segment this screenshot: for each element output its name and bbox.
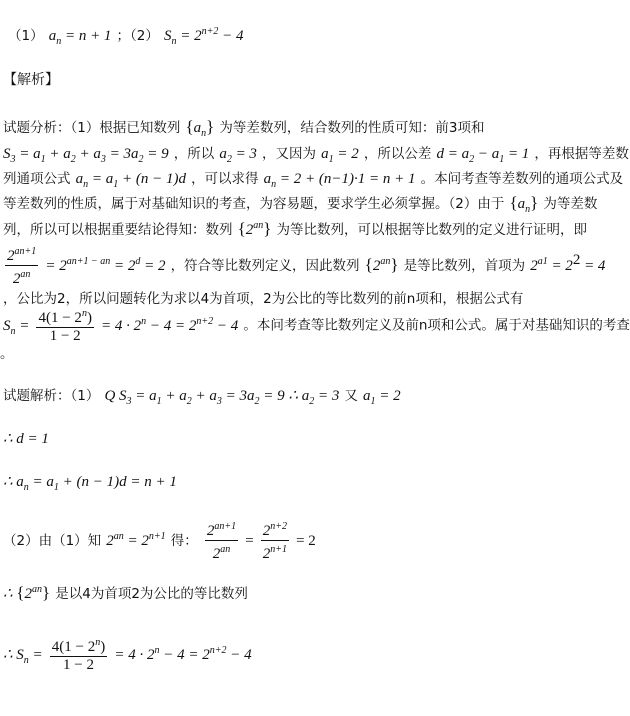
analysis-line-9 [0,342,14,362]
analysis-text: ，所以公差 [363,146,432,162]
analysis-text: ，又因为 [262,146,317,162]
analysis-text: 是等比数列，首项为 [403,258,526,274]
math-inline: $\{2^{an}\}$ [237,219,272,238]
analysis-line-4 [3,192,597,215]
analysis-text: 试题分析：（1）根据已知数列 [3,120,181,136]
analysis-line-6 [3,243,605,288]
math-inline: ∴ $a_n = a_1 + (n - 1)d = n + 1$ [3,474,177,493]
math-inline: $a_1 = 2$ [321,146,359,165]
analysis-text: 为等差数列，结合数列的性质可知：前3项和 [219,120,485,136]
math-inline: $a_1 = 2$ [363,388,401,407]
analysis-text: 。本问考查等差数列的通项公式及 [420,171,624,187]
answer-part1-label: （1） [8,28,44,44]
analysis-text: ，所以 [173,146,215,162]
analysis-text: 为等比数列，可以根据等比数列的定义进行证明，即 [276,222,588,238]
analysis-line-1 [3,116,484,139]
math-fraction: $\frac{4(1 - 2^n)}{1 - 2}$ [36,305,93,345]
analysis-text: ，可以求得 [191,171,259,187]
math-inline: $a_n = a_1 + (n - 1)d$ [75,171,186,190]
math-inline: Q $S_3 = a_1 + a_2 + a_3 = 3a_2 = 9$ ∴ $a_2 = 3$ [104,388,340,407]
math-fraction: $\frac{2^{an+1}}{2^{an}}$ [205,518,238,563]
solution-line-1 [3,384,401,407]
math-inline: $\{a_n\}$ [509,193,539,215]
solution-line-5 [3,582,248,603]
solution-text: 试题解析：（1） [3,388,100,404]
math-fraction: $\frac{2^{n+2}}{2^{n+1}}$ [261,518,289,563]
math-inline: $2^{an} = 2^{n+1}$ [106,531,166,549]
answer-part2-formula: $S_n = 2^{n+2} - 4$ [163,26,244,47]
math-inline: $S_3 = a_1 + a_2 + a_3 = 3a_2 = 9$ [3,146,169,165]
analysis-text: ，公比为2，所以问题转化为求以4为首项，2为公比的等比数列的前n项和，根据公式有 [3,291,524,307]
math-fraction: $\frac{4(1 - 2^n)}{1 - 2}$ [50,634,107,674]
analysis-text: ，符合等比数列定义，因此数列 [170,258,360,274]
solution-line-4: （2）由（1）知 $2^{an} = 2^{n+1}$ 得： $\frac{2^{an+1}}{2^{an}}$ = $\frac{2^{n+2}}{2^{n+1}}$ = 2 [3,518,316,563]
analysis-text: 为等差数 [543,196,598,212]
solution-line-2 [3,428,49,448]
analysis-line-8 [3,305,630,345]
math-inline: $\{2^{an}\}$ [364,255,399,274]
math-inline: $\{a_n\}$ [185,117,215,139]
solution-line-3 [3,471,177,493]
math-inline: $a_n = 2 + (n-1)\cdot 1 = n + 1$ [263,171,416,190]
math-inline: = $2^{an+1 - an} = 2^d = 2$ [45,256,166,274]
analysis-text: 列，所以可以根据重要结论得知：数列 [3,222,233,238]
math-inline: ∴ $\{2^{an}\}$ [3,583,51,602]
math-inline: ∴ $S_n$ = [3,646,43,666]
analysis-line-7 [3,287,523,307]
math-inline: $2^{a1} = 2^2 = 4$ [530,252,606,274]
analysis-text: 。本问考查等比数列定义及前n项和公式。属于对基础知识的考查 [243,317,630,334]
analysis-text: 等差数列的性质，属于对基础知识的考查，为容易题，要求学生必须掌握。（2）由于 [3,196,505,212]
answer-separator: ；（2） [116,28,159,44]
solution-text: 又 [344,388,358,404]
math-inline: = $4 \cdot 2^n - 4 = 2^{n+2} - 4$ [114,644,252,663]
analysis-line-3 [3,167,623,190]
analysis-line-2 [3,142,629,165]
answer-line [8,24,243,47]
solution-text: （2）由（1）知 [3,533,102,549]
analysis-heading: 【解析】 [3,72,59,88]
solution-line-6 [3,634,252,674]
analysis-text: 列通项公式 [3,171,71,187]
analysis-text: 。 [0,346,14,362]
math-inline: ∴ d = 1 [3,431,49,447]
math-inline: $S_n$ = [3,317,30,337]
math-inline: $a_2 = 3$ [219,146,257,165]
analysis-line-5 [3,218,587,239]
answer-part1-formula: $a_n = n + 1$ [48,28,112,47]
analysis-text: ，再根据等差数 [534,146,629,162]
math-inline: $d = a_2 - a_1 = 1$ [436,146,530,165]
solution-text: 得： [170,533,198,549]
math-inline: = $4 \cdot 2^n - 4 = 2^{n+2} - 4$ [101,315,239,334]
math-fraction: $\frac{2^{an+1}}{2^{an}}$ [5,243,38,288]
solution-text: 是以4为首项2为公比的等比数列 [55,586,248,602]
